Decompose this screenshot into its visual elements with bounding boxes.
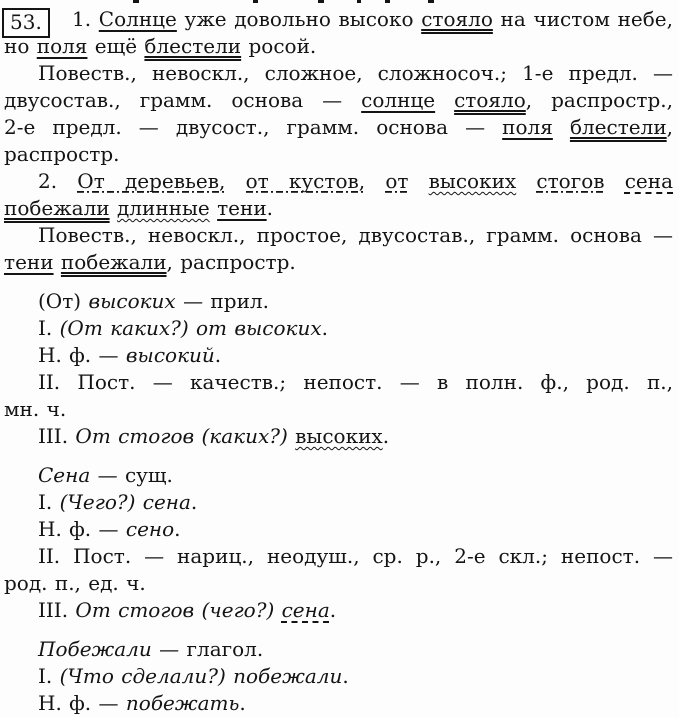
text-run: — глагол. xyxy=(151,637,264,661)
morph-adjective-initial-form xyxy=(4,342,673,369)
text-run: . xyxy=(342,664,349,688)
text-run: , распростр., xyxy=(525,88,674,112)
text-run: . xyxy=(266,196,274,220)
text-content xyxy=(4,6,673,717)
underlined-word: от кустов, xyxy=(245,169,366,193)
morph-noun-step-3 xyxy=(4,597,673,624)
text-run: I. xyxy=(38,316,60,340)
sentence-1-line-1 xyxy=(4,6,673,33)
text-run: (От) xyxy=(38,289,89,313)
cropped-text-fragment xyxy=(428,0,434,3)
text-run: III. xyxy=(38,424,76,448)
text-run: уже довольно высоко xyxy=(176,7,422,31)
sentence-1-analysis-line-2 xyxy=(4,87,673,114)
text-run: II. Пост. — нариц., неодуш., ср. р., 2-е скл.; непост. — xyxy=(38,544,673,568)
text-run: Н. ф. — xyxy=(38,343,126,367)
text-run xyxy=(435,88,454,112)
text-run xyxy=(210,196,217,220)
text-run: Н. ф. — xyxy=(38,517,126,541)
text-run: — прил. xyxy=(175,289,269,313)
text-run: распростр. xyxy=(4,142,120,166)
morph-adjective-header xyxy=(4,288,673,315)
text-run: сено xyxy=(125,517,175,541)
sentence-2-analysis-line-1 xyxy=(4,222,673,249)
morph-verb-initial-form xyxy=(4,690,673,717)
text-run: От стогов (каких?) xyxy=(75,424,288,448)
morph-verb-header xyxy=(4,636,673,663)
text-run xyxy=(225,169,245,193)
text-run xyxy=(516,169,536,193)
morph-adjective-step-1 xyxy=(4,315,673,342)
text-run: . xyxy=(239,691,246,715)
text-run: I. xyxy=(38,490,60,514)
underlined-word: высоких xyxy=(428,169,517,193)
text-run: Н. ф. — xyxy=(38,691,126,715)
text-run xyxy=(553,115,570,139)
cropped-text-fragment xyxy=(253,0,258,3)
underlined-word: стояло xyxy=(421,7,493,31)
cropped-text-fragment xyxy=(357,0,361,3)
underlined-word: сена xyxy=(624,169,674,193)
sentence-2-line-1 xyxy=(4,168,673,195)
underlined-word: побежали xyxy=(4,196,110,220)
text-run: высокий xyxy=(125,343,215,367)
text-run: Побежали xyxy=(38,637,152,661)
text-run: . xyxy=(321,316,328,340)
text-run: мн. ч. xyxy=(4,397,67,421)
sentence-1-analysis-line-3 xyxy=(4,114,673,141)
text-run: но xyxy=(4,34,37,58)
text-run: . xyxy=(329,598,337,622)
text-run: . xyxy=(382,424,390,448)
text-run: двусостав., грамм. основа — xyxy=(4,88,362,112)
text-run: побежать xyxy=(125,691,240,715)
text-run: высоких xyxy=(88,289,176,313)
text-run: (Что сделали?) побежали xyxy=(59,664,343,688)
text-run xyxy=(365,169,385,193)
sentence-2-analysis-line-2 xyxy=(4,249,673,276)
text-run: , распростр. xyxy=(166,250,296,274)
text-run: , xyxy=(666,115,674,139)
sentence-1-line-2 xyxy=(4,33,673,60)
cropped-text-fragment xyxy=(385,0,390,3)
morph-adjective-step-2 xyxy=(4,369,673,396)
morph-noun-step-2 xyxy=(4,543,673,570)
underlined-word: побежали xyxy=(60,250,167,274)
text-run: ещё xyxy=(87,34,145,58)
underlined-word: стогов xyxy=(536,169,605,193)
underlined-word: блестели xyxy=(144,34,242,58)
text-run: росой. xyxy=(241,34,317,58)
text-run: 2-е предл. — двусост., грамм. основа — xyxy=(4,115,503,139)
text-run: . xyxy=(174,517,181,541)
underlined-word: сена xyxy=(281,598,330,622)
text-run: . xyxy=(190,490,198,514)
text-run: III. xyxy=(38,598,76,622)
text-run xyxy=(274,598,281,622)
text-run: Сена xyxy=(38,463,91,487)
text-run xyxy=(605,169,625,193)
morph-adjective-step-3 xyxy=(4,423,673,450)
underlined-word: стояло xyxy=(454,88,526,112)
morph-noun-step-2-cont xyxy=(4,570,673,597)
underlined-word: поля xyxy=(502,115,553,139)
text-run: (От каких?) от высоких xyxy=(59,316,322,340)
text-run xyxy=(54,250,61,274)
underlined-word: от xyxy=(385,169,409,193)
text-run xyxy=(408,169,428,193)
underlined-word: длинные xyxy=(116,196,210,220)
exercise-number-badge: 53. xyxy=(2,8,50,38)
cropped-text-fragment xyxy=(133,0,139,3)
text-run xyxy=(110,196,117,220)
sentence-1-analysis-line-4 xyxy=(4,141,673,168)
text-run: 2. xyxy=(38,169,78,193)
underlined-word: тени xyxy=(217,196,267,220)
sentence-1-analysis-line-1 xyxy=(4,60,673,87)
morph-noun-initial-form xyxy=(4,516,673,543)
underlined-word: поля xyxy=(36,34,88,58)
text-run: . xyxy=(214,343,222,367)
text-run: — сущ. xyxy=(90,463,173,487)
text-run: Повеств., невоскл., сложное, сложносоч.; 1-е предл. — xyxy=(38,61,673,85)
text-run: род. п., ед. ч. xyxy=(4,571,146,595)
underlined-word: блестели xyxy=(569,115,667,139)
underlined-word: От деревьев, xyxy=(77,169,226,193)
underlined-word: солнце xyxy=(361,88,436,112)
underlined-word: Солнце xyxy=(98,7,177,31)
underlined-word: высоких xyxy=(295,424,383,448)
morph-noun-step-1 xyxy=(4,489,673,516)
text-run: на чистом небе, xyxy=(492,7,673,31)
text-run: 1. xyxy=(72,7,99,31)
underlined-word: тени xyxy=(4,250,54,274)
morph-verb-step-1 xyxy=(4,663,673,690)
text-run: Повеств., невоскл., простое, двусостав., грамм. основа — xyxy=(38,223,673,247)
morph-adjective-step-2-cont xyxy=(4,396,673,423)
morph-noun-header xyxy=(4,462,673,489)
text-run: I. xyxy=(38,664,60,688)
cropped-text-fragment xyxy=(318,0,324,3)
sentence-2-line-2 xyxy=(4,195,673,222)
text-run: (Чего?) сена xyxy=(59,490,191,514)
text-run: II. Пост. — качеств.; непост. — в полн. ф., род. п., xyxy=(38,370,673,394)
text-run: От стогов (чего?) xyxy=(75,598,275,622)
